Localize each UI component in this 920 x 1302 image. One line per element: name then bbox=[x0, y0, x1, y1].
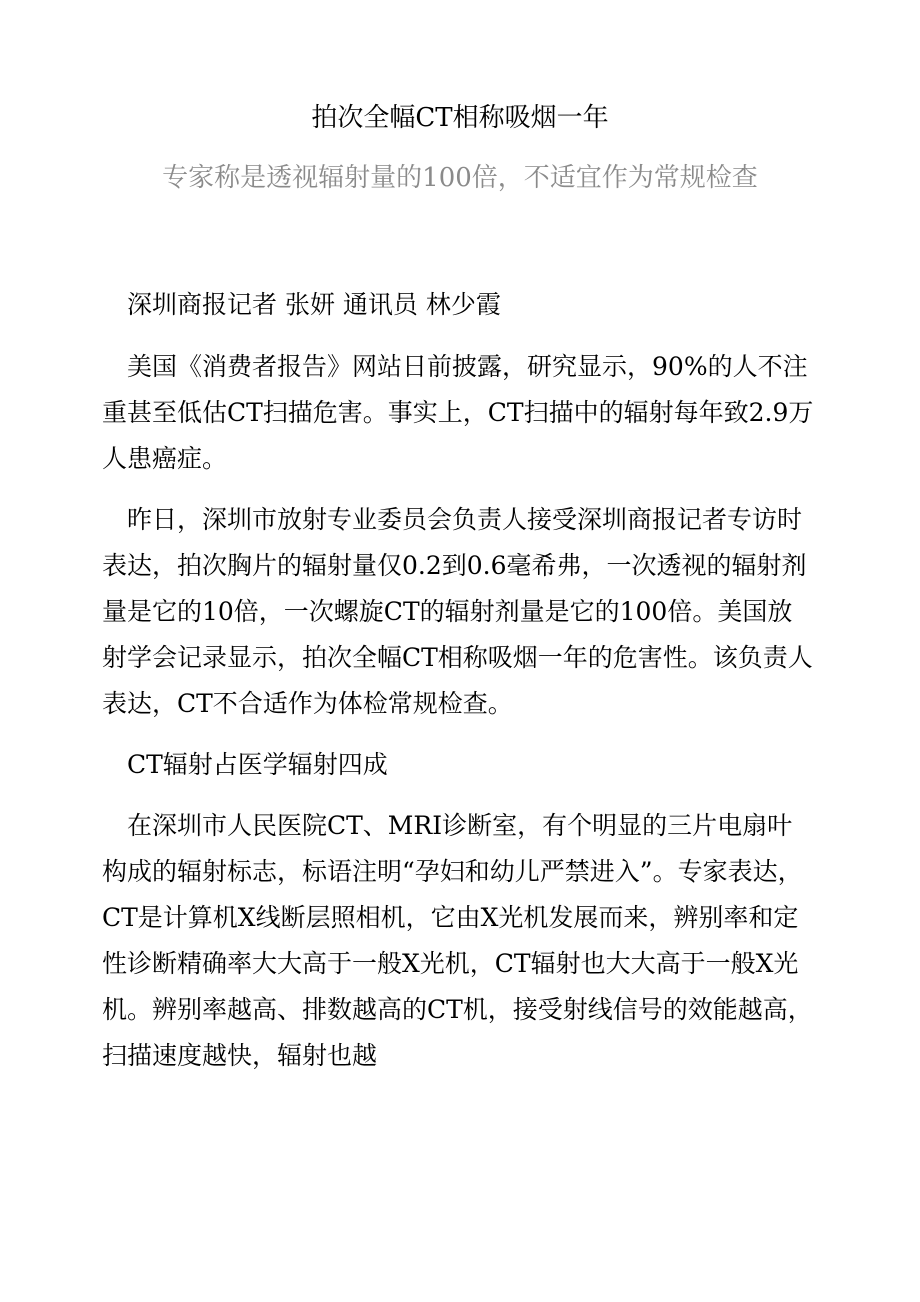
byline: 深圳商报记者 张妍 通讯员 林少霞 bbox=[127, 290, 501, 319]
document-body bbox=[102, 282, 814, 1094]
paragraph-3: 在深圳市人民医院CT、MRI诊断室，有个明显的三片电扇叶构成的辐射标志，标语注明“孕妇和幼儿严禁进入”。专家表达，CT是计算机X线断层照相机，它由X光机发展而来，辨别率和定性诊断精确率大大高于一般X光机，CT辐射也大大高于一般X光机。辨别率越高、排数越高的CT机，接受射线信号的效能越高，扫描速度越快，辐射也越 bbox=[102, 811, 813, 1070]
document-subtitle: 专家称是透视辐射量的100倍，不适宜作为常规检查 bbox=[162, 163, 758, 193]
paragraph-2: 昨日，深圳市放射专业委员会负责人接受深圳商报记者专访时表达，拍次胸片的辐射量仅0.2到0.6毫希弗，一次透视的辐射剂量是它的10倍，一次螺旋CT的辐射剂量是它的100倍。美国放射学会记录显示，拍次全幅CT相称吸烟一年的危害性。该负责人表达，CT不合适作为体检常规检查。 bbox=[102, 505, 813, 718]
document-title: 拍次全幅CT相称吸烟一年 bbox=[311, 103, 609, 133]
section-heading: CT辐射占医学辐射四成 bbox=[127, 750, 388, 779]
paragraph-1: 美国《消费者报告》网站日前披露，研究显示，90%的人不注重甚至低估CT扫描危害。事实上，CT扫描中的辐射每年致2.9万人患癌症。 bbox=[102, 352, 814, 473]
